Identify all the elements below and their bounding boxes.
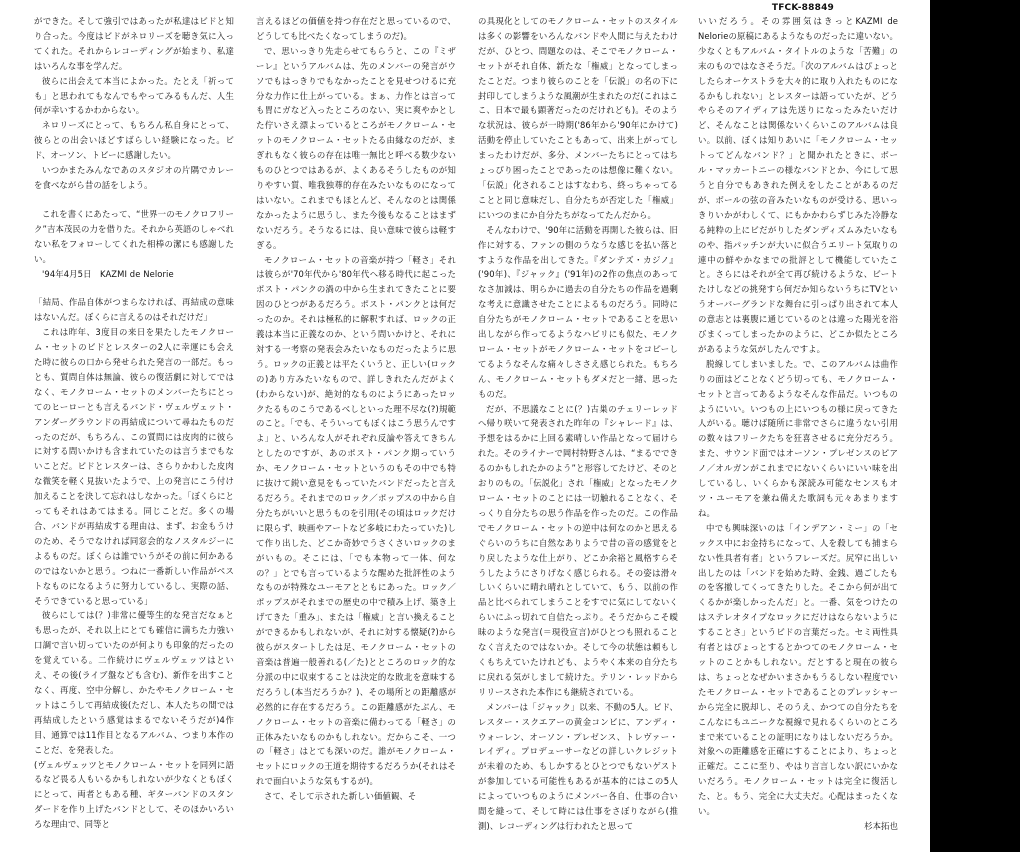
text-column-4 [698, 14, 898, 831]
scan-border [930, 0, 1020, 852]
paragraph: 脱線してしまいました。で、このアルバムは曲作りの面はどことなくどう切っても、モノクローム・セットと言ってあるようなそんな作品だ。いつものようにいい。いつもの上にいつもの様に戻ってきた人がいる。聴けば随所に非常でさらに違うない引用の数々はフリークたちを狂喜させるに充分だろう。また、サウンド面ではオーソン・プレゼンスのピアノ／オルガンがこれまでにないくらいにいい味を出しているし、いくらかも深読み可能なセンスもオツ・ユーモアを兼ね備えた歌詞も元々あまりますね。 [698, 358, 898, 518]
catalog-number: TFCK-88849 [771, 3, 834, 13]
paragraph: 中でも興味深いのは「インデアン・ミー」の「セックス中にお金持ちになって、人を殺しても捕まらない性具者有者」というフレーズだ。尻窄に出しい出したのは「バンドを始めた時、金銭、過ごしたものを客撤してくってきたりした。そこから何が出てくるかが楽しかったんだ」と。一番、気をつけたのはステレオタイプなロックにだけはならないようにすることさ」というビドの言葉だった。セミ両性具有者とはぴょっとするとかつてのモノクローム・セットのことかもしれない。だとすると現在の彼らは、ちょっとなぜかいまさかもうるしない程度でいたモノクローム・セットであることのプレッシャーから完全に脱却し、そのうえ、かつての自分たちをこんなにもユニークな視線で見れるくらいのところまで来ていることの証明になりはしないだろうか。対象への距離感を正確にすることにより、ちょっと正確だ。ここに至り、やはり言言しない訳にいかないだろう。モノクローム・セットは完全に復活した、と。もう、完全に大丈夫だ。心配はまったくない。 [698, 522, 898, 817]
text-column-1 [34, 14, 234, 829]
text-column-3 [478, 14, 678, 836]
paragraph: 彼らにしては(？)非常に優等生的な発言だなぁとも思ったが、それ以上にとても確信に満ちた力強い口調で言い切っていたのが何よりも印象的だったのを覚えている。二作続けにヴェルヴェッツはといえ、その後(ライブ盤なども含む)、新作を出すことなく、再度、空中分解し、かたやモノクローム・セットはこうして再結成後(ただし、本人たちの間では再結成したという感覚はまるでないそうだが)4作目、通算では11作目となるアルバム、つまり本作のことだ、を発表した。 [34, 610, 234, 755]
paragraph: いつかまたみんなであのスタジオの片隅でカレーを食べながら昔の話をしよう。 [34, 165, 234, 190]
text-column-2 [256, 14, 456, 834]
paragraph: 言えるほどの価値を持つ存在だと思っているので、どうしても比べたくなってしまうのだ)。 [256, 16, 456, 41]
paragraph: だが、不思議なことに(？)古巣のチェリーレッドへ帰り咲いて発表された昨年の『シャレード』は、予想をはるかに上回る素晴しい作品となって届けられた。そのライナーで岡村特野さんは、“まるでできるのかもしれたかのよう”と形容してたけど、そのとおりのもの。「伝説化」され「権威」となったモノクローム・セットのことには一切触れることなく、そっくり自分たちの思う作品を作ったのだ。この作品でモノクローム・セットの逆中は何なのかと思えるぐらいのうちに自然なありようで昔の音の感覚をとり戻したような仕上がり、どこか余裕と風格すらそうしたようにさりげなく感じられる。その姿は滑々しいくらいに晴れ晴れとしていて、もう、以前の作品と比べられてしまうことをすでに気にしてないくらいにふっ切れて自信たっぷり。そうだからこそ曖昧のような発言(＝現役宣言)がひとつも照れることなく言えたのではないか。そして今の状態は頼もしくもちえていたけれども、ようやく本来の自分たちに戻れる気がしまして続けた。テリン・レッドからリリースされた本作にも継続されている。 [478, 403, 678, 697]
paragraph: で、思いっきり先走らせてもらうと、この『ミザーレ』というアルバムは、先のメンバーの発言がウソでもはっきりでもなかったことを見せつけるに充分な力作に仕上がっている。まぁ、力作とは言っても胃にガなど入ったところのない、実に爽やかとした佇いさえ漂よっているところがモノクローム・セットのモノクローム・セットたる由縁なのだが、まぎれもなく彼らの存在は唯一無比と呼べる数少ないものひとつではあるが、よくあるそうしたものが知りやすい質、唯我独尊的存在みたいなものになってはいない。これまでもほとんど、そんなのとは関係なかったように思うし、また今後もなることはまずないだろう。そうなるには、良い意味で彼らは軽すぎる。 [256, 45, 456, 250]
paragraph: メンバーは「ジャック」以来、不動の5人。ビド、レスター・スクエアーの黄金コンビに、アンディ・ウォーレン、オーソン・プレゼンス、トレヴァー・レイディ。プロデューサーなどの詳しいクレジットが未着のため、もしかするとひとつでもないゲストが参加している可能性もあるが基本的にはこの5人によっていつものようにメンバー各自、仕事の合い間を縫って、そして時には仕事をさぼりながら(推測)、レコーディングは行われたと思って [478, 701, 678, 831]
paragraph: そんなわけで、'90年に活動を再開した彼らは、旧作に対する、ファンの側のうなうな感じを払い落とすような作品を出してきた。『ダンテズ・カジノ』('90年)、『ジャック』('91年)の2作の焦点のあってなさ加減は、明らかに過去の自分たちの作品を過剰な考えに意識させたことによるものだろう。同時に自分たちがモノクローム・セットであることを思い出しながら作ってるようなハビリにも似た、モノクローム・セットがモノクローム・セットをコピーしてるようなそんな痛々しささえ感じられた。もちろん、モノクローム・セットもダメだと一緒、思ったものだ。 [478, 224, 678, 399]
paragraph-gap [34, 193, 234, 207]
paragraph: (ヴェルヴェッツとモノクローム・セットを同列に語るなど畏る人もいるかもしれないが少なくともぼくにとって、両者ともある種、ギターバンドのスタンダードを作り上げたバンドとして、そのほかいろいろな理由で、同等と [34, 759, 234, 830]
paragraph: さて、そして示された新しい価値観、そ [264, 791, 417, 802]
paragraph: ネロリーズにとって、もちろん私自身にとって、彼らとの出会いほどすばらしい経験になった。ビド、オーソン、トビーに感謝したい。 [34, 120, 234, 161]
paragraph: の具現化としてのモノクローム・セットのスタイルは多くの影響をいろんなバンドや人間に与えたわけだが、ひとつ、問題なのは、そこでモノクローム・セットがそれ自体、新たな「権威」となってしまったことだ。つまり彼らのことを「伝説」の名の下に封印してしまうような風潮が生まれたのだ(これはここ、日本で最も顕著だったのだけれども)。そのような状況は、彼らが一時期('86年から'90年にかけて)活動を停止していたこともあって、出来上がってしまったわけだが、多分、メンバーたちにとってはちょっぴり困ったことであったのは想像に難くない。「伝説」化されることはすなわち、終っちゃってることと同じ意味だし、自分たちが否定した「権威」にいつのまにか自分たちがなってたんだから。 [478, 16, 678, 220]
paragraph: ができた。そして強引ではあったが私達はビドと知り合った。今度はビドがネロリーズを聴き気に入ってくれた。それからレコーディングが始まり、私達はいろんな事を学んだ。 [34, 16, 234, 71]
paragraph: これは昨年、3度目の来日を果たしたモノクローム・セットのビドとレスターの2人に幸運にも会えた時に彼らの口から発せられた発言の一部だ。もっとも、質問自体は無論、彼らの復活劇に対してではなく、モノクローム・セットのメンバーたちにとってのヒーローとも言えるバンド・ヴェルヴェット・アンダーグラウンドの再結成について尋ねたものだったのだが、もちろん、この質問には皮肉的に彼らに対する問いかけも含まれていたのは言うまでもないことだ。ビドとレスターは、さらりかわした皮肉な微笑を軽く見抜いたようで、上の発言にこう付け加えることを決して忘れはしなかった。「ぼくらにとってもそれはあてはまる。同じことだ。多くの場合、バンドが再結成する理由は、まず、お金もうけのため、そうでなければ同窓会的なノスタルジーによるものだ。ぼくらは誰でいうがその前に何かあるのではないかと思う。つねに一番新しい作品がベストなものになるように努力しているし、実際の話、そうできていると思っている」 [34, 327, 234, 606]
author-signature: 杉本拓也 [864, 820, 898, 831]
paragraph: モノクローム・セットの音楽が持つ「軽さ」それは彼らが'70年代から'80年代へ移る時代に起こったポスト・パンクの渦の中から生まれてきたことに要因のひとつがあるだろう。ポスト・パンクとは何だったのか。それは極私的に解釈すれば、ロックの正義は本当に正義なのか、という問いかけと、それに対する一考察の発表会みたいなものだったように思う。ロックの正義とは平たくいうと、正しい(ロックの)あり方みたいなもので、詳しきれたんだがよく(わからない)が、絶対的なものにようにあったロックたるものこうであるべしといった理不尽な(?)規範のこと。「でも、そういってもぼくはこう思うんですよ」と、いろんな人がそれぞれ反論や答えてきちんとしたのですが、あのポスト・パンク期っていうか、モノクローム・セットというのもその中でも特に抜けて鋭い意見をもっていたバンドだったと言えるだろう。それまでのロック／ポップスの中から自分たちがいいと思うものを引用(その頃はロックだけに限らず、映画やアートなど多岐にわたっていた)して作り出した、どこか奇妙でうさくさいロックのまがいもの。そこには、「でも本物って一体、何なの？」とでも言っているような醒めた批評性のようなものが特殊なユーモアとともにあった。ロック／ポップスがそれまでの歴史の中で積み上げ、築き上げてきた「重み」、または「権威」と言い換えることができるかもしれないが、それに対する懐疑(?)から彼らがスタートしたは足、モノクローム・セットの音楽は普遍一般善れる(／た)とところのロック的な分派の中に収束することは決定的な敗北を意味するだろうし(本当だろうか？)、その場所との距離感が必然的に存在するだろう。この距離感がたぶん、モノクローム・セットの音楽に備わってる「軽さ」の正体みたいなものかもしれない。だからこそ、一つの「軽さ」はとても深いのだ。誰がモノクローム・セットにロックの王道を期待するだろうか(それはそれで面白いような気もするが)。 [256, 254, 456, 787]
paragraph-gap [34, 281, 234, 295]
paragraph: これを書くにあたって、“世界一のモノクロフリーク”吉本茂民の力を借りた。それから英語のしゃべれない私をフォローしてくれた相棒の潔にも感謝したい。 [34, 208, 234, 264]
paragraph: 彼らに出会えて本当によかった。たとえ「祈っても」と思われてもなんでもやってみるもんだ、人生何が幸いするかわからない。 [34, 75, 234, 116]
signature-date: '94年4月5日 KAZMI de Nelorie [42, 268, 174, 279]
quote-paragraph: 「結局、作品自体がつまらなければ、再結成の意味はないんだ。ぼくらに言えるのはそれだけだ」 [34, 297, 234, 323]
paragraph: いいだろう。その雰囲気はきっとKAZMI de Nelorieの原稿にあるようなものだったに違いない。少なくともアルバム・タイトルのような「苦難」の末のものではなさそうだ。「次のアルバムはぴょっとしたらオーケストラを大々的に取り入れたものになるかもしれない」とレスターは語っていたが、どうやらそのアイディアは先送りになったみたいだけど、そんなことは関係ないくらいこのアルバムは良い。以前、ぼくは知りあいに「モノクローム・セットってどんなバンド？」と聞かれたときに、ボール・マッカートニーの様なバンドとか、今にして思うと自分でもあきれた例えをしたことがあるのだが、ボールの弦の音みたいなものが受ける、思いっきりいかがわしくて、にもかかわらずじみた冷静なる純粋の上にビだがりしたダンディズムみたいなものや、指パッチンが大いに似合うエリート気取りの連中の鮮やかなまでの批評として機能していたこと。さらにはそれが全て再び続けるような、ビートたけしなどの挑発すら何だか知らないうちにTVというオーバーグランドな舞台に引っぱり出されて本人の意志とは裏腹に通じているのとは違った陽光を浴びまくってしまったかのように、どこか似たところがあるような気がしたんですよ。 [698, 16, 898, 354]
